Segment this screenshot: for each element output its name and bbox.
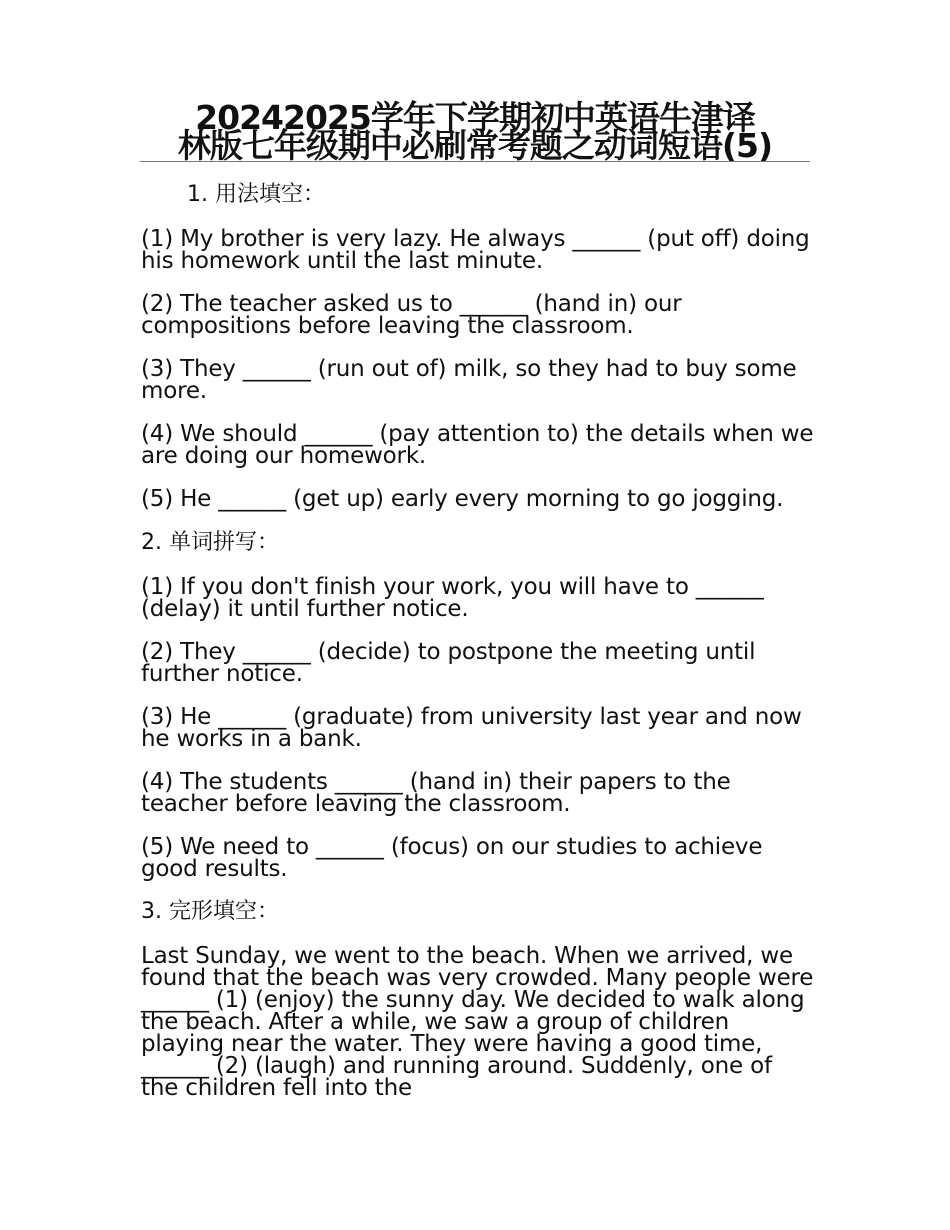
section-2-item-3: (3) He ______ (graduate) from university last year and now he works in a bank. — [141, 704, 802, 752]
section-1-item-1: (1) My brother is very lazy. He always ______ (put off) doing his homework until the last minute. — [141, 226, 810, 274]
section-2-item-1: (1) If you don't finish your work, you will have to ______ (delay) it until further notice. — [141, 574, 764, 622]
title-line-1: 20242025学年下学期初中英语牛津译 — [195, 98, 755, 137]
section-1-item-5: (5) He ______ (get up) early every morning to go jogging. — [141, 486, 784, 512]
section-1-item-4: (4) We should ______ (pay attention to) the details when we are doing our homework. — [141, 421, 814, 469]
section-1-item-3: (3) They ______ (run out of) milk, so they had to buy some more. — [141, 356, 797, 404]
section-2-item-4: (4) The students ______ (hand in) their papers to the teacher before leaving the classroom. — [141, 769, 731, 817]
section-2-item-2: (2) They ______ (decide) to postpone the meeting until further notice. — [141, 639, 756, 687]
document-title — [140, 98, 810, 165]
section-3-heading: 3. 完形填空： — [141, 899, 279, 924]
section-3-passage: Last Sunday, we went to the beach. When we arrived, we found that the beach was very crowded. Many people were ______ (1) (enjoy) the sunny day. We decided to walk along the beach. After a while, we saw a group of children playing near the water. They were having a good time, ______ (2) (laugh) and running around. Suddenly, one of the children fell into the — [141, 943, 814, 1101]
title-line-2: 林版七年级期中必刷常考题之动词短语(5) — [177, 126, 773, 165]
section-1-heading: 1. 用法填空： — [187, 182, 325, 207]
section-2-heading: 2. 单词拼写： — [141, 530, 279, 555]
section-1-item-2: (2) The teacher asked us to ______ (hand in) our compositions before leaving the classroom. — [141, 291, 682, 339]
title-underline — [140, 161, 810, 162]
section-2-item-5: (5) We need to ______ (focus) on our studies to achieve good results. — [141, 834, 763, 882]
